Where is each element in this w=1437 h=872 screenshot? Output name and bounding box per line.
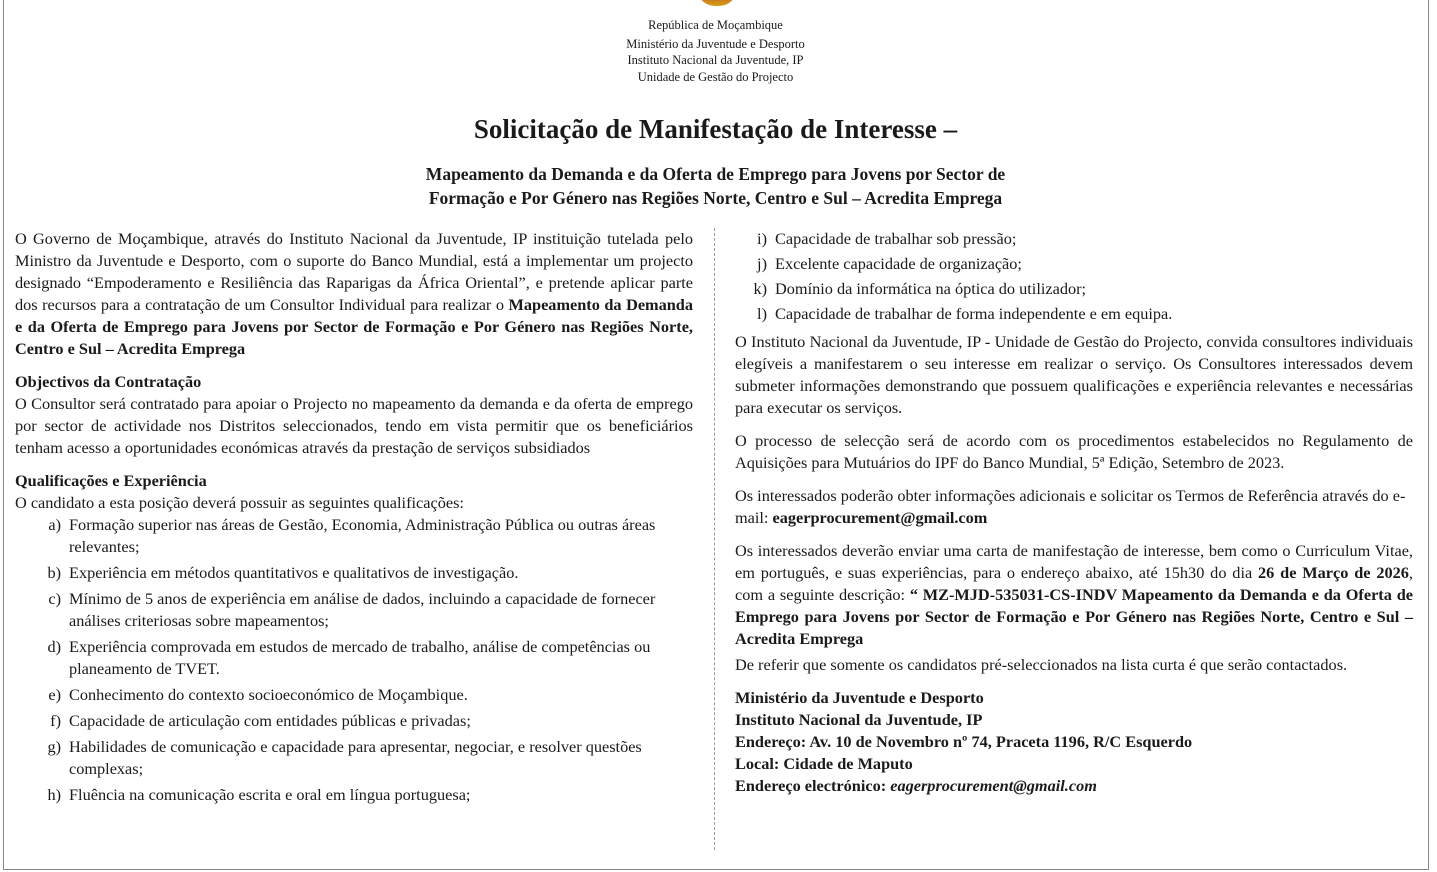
header-unit: Unidade de Gestão do Projecto <box>637 70 794 84</box>
item-marker: b) <box>47 563 61 582</box>
item-text: Experiência em métodos quantitativos e qualitativos de investigação. <box>69 563 519 582</box>
column-divider <box>714 228 715 850</box>
qualification-item <box>15 514 693 558</box>
qualification-item <box>15 684 693 706</box>
qualification-item <box>15 636 693 680</box>
item-marker: g) <box>47 737 61 756</box>
item-text: Domínio da informática na óptica do utilizador; <box>775 279 1087 298</box>
subtitle-line: Formação e Por Género nas Regiões Norte, Centro e Sul – Acredita Emprega <box>428 188 1003 208</box>
intro-project-name: Mapeamento da Demanda e da Oferta de Emprego para Jovens por Sector de Formação e Por Género nas Regiões Norte, Centro e Sul – Acredita Emprega <box>15 295 694 358</box>
qualification-item <box>15 588 693 632</box>
item-marker: j) <box>757 254 767 273</box>
item-marker: l) <box>757 304 767 323</box>
left-column <box>15 228 693 810</box>
submission-text: Os interessados deverão enviar uma carta de manifestação de interesse, bem como o Curriculum Vitae, em português, e suas experiências, para o endereço abaixo, até 15h30 do dia <box>735 541 1413 582</box>
item-text: Excelente capacidade de organização; <box>775 254 1022 273</box>
item-text: Fluência na comunicação escrita e oral em língua portuguesa; <box>69 785 471 804</box>
item-text: Conhecimento do contexto socioeconómico de Moçambique. <box>69 685 468 704</box>
item-marker: c) <box>48 589 61 608</box>
item-text: Capacidade de trabalhar de forma independente e em equipa. <box>775 304 1173 323</box>
item-text: Mínimo de 5 anos de experiência em análise de dados, incluindo a capacidade de fornecer análises criteriosas sobre mapeamentos; <box>69 589 656 630</box>
qualification-item <box>15 710 693 732</box>
address-email[interactable]: eagerprocurement@gmail.com <box>890 776 1097 795</box>
address-email-label: Endereço electrónico: <box>735 776 891 795</box>
selection-paragraph: O processo de selecção será de acordo com os procedimentos estabelecidos no Regulamento de Aquisições para Mutuários do IPF do Banco Mundial, 5ª Edição, Setembro de 2023. <box>735 431 1413 472</box>
page-title: Solicitação de Manifestação de Interesse – <box>473 114 958 144</box>
qualification-item <box>735 228 1413 250</box>
address-institute: Instituto Nacional da Juventude, IP <box>735 710 983 729</box>
info-email[interactable]: eagerprocurement@gmail.com <box>772 508 988 527</box>
submission-deadline: 26 de Março de 2026 <box>1258 563 1409 582</box>
qualification-item <box>735 253 1413 275</box>
intro-text: O Governo de Moçambique, através do Instituto Nacional da Juventude, IP instituição tutelada pelo Ministro da Juventude e Desporto, com o suporte do Banco Mundial, está a implementar um projecto designado “Empoderamento e Resiliência das Raparigas da África Oriental”, e pretende aplicar parte dos recursos para a contratação de um Consultor Individual para realizar o <box>15 229 693 314</box>
page-subtitle <box>0 162 1431 210</box>
item-text: Experiência comprovada em estudos de mercado de trabalho, análise de competências ou planeamento de TVET. <box>69 637 651 678</box>
qualifications-lead: O candidato a esta posição deverá possuir as seguintes qualificações: <box>15 493 464 512</box>
qualifications-heading: Qualificações e Experiência <box>15 471 207 490</box>
submission-text-2: , com a seguinte descrição: <box>735 563 1413 604</box>
shortlist-paragraph: De referir que somente os candidatos pré-seleccionados na lista curta é que serão contactados. <box>735 655 1348 674</box>
info-paragraph <box>735 485 1413 529</box>
item-marker: k) <box>753 279 767 298</box>
objectives-paragraph: O Consultor será contratado para apoiar o Projecto no mapeamento da demanda e da oferta de emprego por sector de actividade nos Distritos seleccionados, tendo em vista permitir que os beneficiários tenham acesso a oportunidades económicas através da prestação de serviços subsidiados <box>15 394 693 457</box>
header-republic: República de Moçambique <box>648 18 783 32</box>
item-marker: e) <box>48 685 61 704</box>
invite-paragraph: O Instituto Nacional da Juventude, IP - Unidade de Gestão do Projecto, convida consultores individuais elegíveis a manifestarem o seu interesse em realizar o serviço. Os Consultores interessados devem submeter informações demonstrando que possuem qualificações e experiência relevantes e necessárias para executar os serviços. <box>735 332 1413 417</box>
item-text: Capacidade de articulação com entidades públicas e privadas; <box>69 711 471 730</box>
intro-paragraph <box>15 228 693 360</box>
address-city: Local: Cidade de Maputo <box>735 754 913 773</box>
address-block <box>735 687 1413 797</box>
item-marker: d) <box>47 637 61 656</box>
item-marker: i) <box>757 229 767 248</box>
qualification-item <box>735 278 1413 300</box>
address-ministry: Ministério da Juventude e Desporto <box>735 688 984 707</box>
submission-paragraph <box>735 540 1413 650</box>
item-marker: h) <box>47 785 61 804</box>
header-ministry: Ministério da Juventude e Desporto <box>626 37 805 51</box>
qualifications-list-continued <box>735 228 1413 325</box>
subtitle-line: Mapeamento da Demanda e da Oferta de Emprego para Jovens por Sector de <box>425 164 1006 184</box>
qualification-item <box>15 562 693 584</box>
qualifications-list <box>15 514 693 806</box>
item-text: Formação superior nas áreas de Gestão, Economia, Administração Pública ou outras áreas relevantes; <box>69 515 656 556</box>
item-text: Habilidades de comunicação e capacidade para apresentar, negociar, e resolver questões complexas; <box>69 737 642 778</box>
item-text: Capacidade de trabalhar sob pressão; <box>775 229 1017 248</box>
qualification-item <box>735 303 1413 325</box>
address-street: Endereço: Av. 10 de Novembro nº 74, Praceta 1196, R/C Esquerdo <box>735 732 1193 751</box>
header-institute: Instituto Nacional da Juventude, IP <box>627 53 804 67</box>
right-column <box>735 228 1413 797</box>
objectives-heading: Objectivos da Contratação <box>15 372 202 391</box>
qualification-item <box>15 736 693 780</box>
qualification-item <box>15 784 693 806</box>
submission-reference: “ MZ-MJD-535031-CS-INDV Mapeamento da Demanda e da Oferta de Emprego para Jovens por Sector de Formação e Por Género nas Regiões Norte, Centro e Sul – Acredita Emprega <box>735 585 1413 648</box>
item-marker: f) <box>50 711 61 730</box>
info-text: Os interessados poderão obter informações adicionais e solicitar os Termos de Referência através do e-mail: <box>735 486 1406 527</box>
item-marker: a) <box>48 515 61 534</box>
